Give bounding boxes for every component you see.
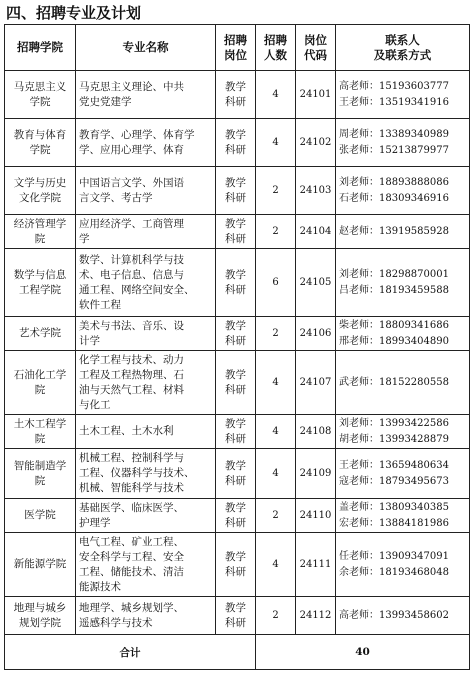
cell-line: 人数	[264, 47, 287, 62]
cell-line: 马克思主义	[13, 80, 67, 93]
cell-line: 油与天然气工程、材料	[79, 383, 184, 396]
cell-line: 余老师：18193468048	[339, 566, 449, 578]
cell-line: 工程、仪器科学与技术、	[79, 467, 195, 479]
count-cell: 2	[256, 499, 296, 533]
college-cell	[5, 249, 76, 317]
header-code	[296, 25, 336, 71]
cell-line: 教育学、心理学、体育学	[79, 128, 195, 141]
cell-line: 机械工程、控制科学与	[79, 452, 184, 464]
table-row	[5, 415, 470, 449]
cell-line: 教学	[225, 217, 246, 230]
table-row	[5, 351, 470, 415]
cell-line: 地理学、城乡规划学、	[79, 601, 184, 614]
college-cell	[5, 215, 76, 249]
table-row	[5, 71, 470, 119]
position-cell	[216, 533, 256, 597]
contact-cell	[336, 415, 470, 449]
count-cell: 2	[256, 317, 296, 351]
cell-line: 任老师：13909347091	[339, 550, 449, 562]
cell-line: 科研	[225, 616, 246, 629]
cell-line: 应用经济学、工商管理	[79, 217, 184, 230]
cell-line: 石老师：18309346916	[339, 192, 449, 204]
header-college	[5, 25, 76, 71]
header-contact	[336, 25, 470, 71]
total-row	[5, 635, 470, 670]
contact-cell	[336, 597, 470, 635]
college-cell	[5, 499, 76, 533]
total-value: 40	[256, 635, 470, 670]
contact-cell	[336, 351, 470, 415]
position-cell	[216, 119, 256, 167]
cell-line: 王老师：13519341916	[339, 96, 449, 108]
cell-line: 科研	[225, 516, 246, 529]
table-row	[5, 119, 470, 167]
cell-line: 言文学、考古学	[79, 191, 153, 204]
position-cell	[216, 215, 256, 249]
cell-line: 教学	[225, 268, 246, 281]
cell-line: 院	[34, 232, 46, 245]
position-cell	[216, 167, 256, 215]
cell-line: 武老师：18152280558	[339, 376, 449, 388]
cell-line: 术、电子信息、信息与	[79, 268, 184, 281]
cell-line: 教学	[225, 417, 246, 430]
count-cell: 2	[256, 597, 296, 635]
cell-line: 岗位	[224, 47, 247, 62]
cell-line: 化学工程与技术、动力	[79, 353, 184, 366]
cell-line: 刘老师：18893888086	[339, 176, 449, 188]
cell-line: 软件工程	[79, 298, 121, 311]
cell-line: 学、应用心理学、体育	[79, 143, 184, 156]
count-cell: 2	[256, 167, 296, 215]
cell-line: 教学	[225, 459, 246, 472]
cell-line: 美术与书法、音乐、设	[79, 319, 184, 332]
header-position	[216, 25, 256, 71]
major-cell	[76, 499, 216, 533]
cell-line: 石油化工学	[13, 368, 67, 381]
cell-line: 教学	[225, 601, 246, 614]
cell-line: 工程及工程热物理、石	[79, 368, 184, 381]
cell-line: 院	[34, 474, 46, 487]
cell-line: 宏老师：13884181986	[339, 517, 449, 529]
cell-line: 科研	[225, 565, 246, 578]
code-cell: 24108	[296, 415, 336, 449]
cell-line: 计学	[79, 334, 100, 347]
table-row	[5, 597, 470, 635]
cell-line: 王老师：13659480634	[339, 459, 449, 471]
cell-line: 代码	[304, 47, 327, 62]
table-row	[5, 317, 470, 351]
college-cell	[5, 533, 76, 597]
cell-line: 医学院	[24, 509, 56, 521]
position-cell	[216, 499, 256, 533]
cell-line: 护理学	[79, 516, 111, 529]
cell-line: 学院	[29, 143, 51, 156]
cell-line: 科研	[225, 95, 246, 108]
recruitment-table	[4, 24, 470, 670]
cell-line: 安全科学与工程、安全	[79, 550, 184, 563]
cell-line: 数学与信息	[13, 268, 67, 281]
major-cell	[76, 119, 216, 167]
cell-line: 吕老师：18193459588	[339, 284, 449, 296]
cell-line: 科研	[225, 232, 246, 245]
cell-line: 能源技术	[79, 580, 121, 593]
table-row	[5, 215, 470, 249]
major-cell	[76, 351, 216, 415]
cell-line: 文学与历史	[13, 176, 67, 189]
code-cell: 24105	[296, 249, 336, 317]
code-cell: 24101	[296, 71, 336, 119]
count-cell: 4	[256, 351, 296, 415]
code-cell: 24110	[296, 499, 336, 533]
code-cell: 24109	[296, 449, 336, 499]
cell-line: 周老师：13389340989	[339, 128, 449, 140]
cell-line: 及联系方式	[373, 47, 432, 62]
cell-line: 机械、智能科学与技术	[79, 482, 184, 494]
cell-line: 赵老师：13919585928	[339, 225, 449, 237]
cell-line: 教学	[225, 176, 246, 189]
contact-cell	[336, 71, 470, 119]
cell-line: 联系人	[385, 32, 420, 47]
cell-line: 胡老师：13993428879	[339, 433, 449, 445]
major-cell	[76, 597, 216, 635]
cell-line: 马克思主义理论、中共	[79, 80, 184, 93]
cell-line: 经济管理学	[13, 217, 67, 230]
cell-line: 党史党建学	[79, 95, 132, 108]
count-cell: 4	[256, 71, 296, 119]
cell-line: 高老师：15193603777	[339, 80, 449, 92]
cell-line: 电气工程、矿业工程、	[79, 535, 184, 548]
cell-line: 科研	[225, 334, 246, 347]
college-cell	[5, 317, 76, 351]
cell-line: 教学	[225, 550, 246, 563]
cell-line: 地理与城乡	[13, 601, 67, 614]
cell-line: 科研	[225, 143, 246, 156]
cell-line: 科研	[225, 283, 246, 296]
position-cell	[216, 597, 256, 635]
contact-cell	[336, 499, 470, 533]
cell-line: 通工程、网络空间安全、	[79, 283, 195, 296]
cell-line: 专业名称	[122, 40, 169, 54]
cell-line: 柴老师：18809341686	[339, 319, 449, 331]
major-cell	[76, 167, 216, 215]
cell-line: 规划学院	[19, 616, 61, 629]
cell-line: 教学	[225, 501, 246, 514]
cell-line: 遥感科学与技术	[79, 616, 153, 629]
cell-line: 土木工程学	[13, 417, 67, 430]
cell-line: 刘老师：13993422586	[339, 417, 449, 429]
cell-line: 土木工程、土木水利	[79, 425, 174, 437]
contact-cell	[336, 119, 470, 167]
contact-cell	[336, 249, 470, 317]
major-cell	[76, 249, 216, 317]
college-cell	[5, 415, 76, 449]
cell-line: 新能源学院	[13, 558, 67, 570]
cell-line: 科研	[225, 191, 246, 204]
cell-line: 刘老师：18298870001	[339, 268, 449, 280]
position-cell	[216, 249, 256, 317]
header-count	[256, 25, 296, 71]
cell-line: 院	[34, 432, 46, 445]
cell-line: 中国语言文学、外国语	[79, 176, 184, 189]
college-cell	[5, 167, 76, 215]
count-cell: 4	[256, 449, 296, 499]
count-cell: 4	[256, 415, 296, 449]
code-cell: 24102	[296, 119, 336, 167]
contact-cell	[336, 317, 470, 351]
table-row	[5, 533, 470, 597]
cell-line: 艺术学院	[19, 327, 61, 339]
position-cell	[216, 449, 256, 499]
count-cell: 4	[256, 119, 296, 167]
cell-line: 教学	[225, 128, 246, 141]
count-cell: 4	[256, 533, 296, 597]
college-cell	[5, 597, 76, 635]
table-row	[5, 499, 470, 533]
header-major	[76, 25, 216, 71]
major-cell	[76, 71, 216, 119]
college-cell	[5, 119, 76, 167]
cell-line: 邢老师：18993404890	[339, 335, 449, 347]
cell-line: 教学	[225, 368, 246, 381]
cell-line: 科研	[225, 383, 246, 396]
major-cell	[76, 449, 216, 499]
cell-line: 教学	[225, 319, 246, 332]
code-cell: 24107	[296, 351, 336, 415]
cell-line: 盖老师：13809340385	[339, 501, 449, 513]
cell-line: 教学	[225, 80, 246, 93]
cell-line: 工程、储能技术、清洁	[79, 565, 184, 578]
cell-line: 招聘	[264, 32, 287, 47]
cell-line: 科研	[225, 474, 246, 487]
cell-line: 寇老师：18793495673	[339, 475, 449, 487]
cell-line: 招聘	[224, 32, 247, 47]
code-cell: 24104	[296, 215, 336, 249]
code-cell: 24106	[296, 317, 336, 351]
contact-cell	[336, 533, 470, 597]
major-cell	[76, 415, 216, 449]
cell-line: 工程学院	[19, 283, 61, 296]
code-cell: 24112	[296, 597, 336, 635]
position-cell	[216, 351, 256, 415]
major-cell	[76, 317, 216, 351]
cell-line: 教育与体育	[13, 128, 67, 141]
contact-cell	[336, 449, 470, 499]
college-cell	[5, 71, 76, 119]
count-cell: 2	[256, 215, 296, 249]
section-title: 四、招聘专业及计划	[6, 4, 142, 22]
position-cell	[216, 415, 256, 449]
cell-line: 与化工	[79, 398, 111, 411]
count-cell: 6	[256, 249, 296, 317]
cell-line: 学	[79, 232, 90, 245]
code-cell: 24103	[296, 167, 336, 215]
code-cell: 24111	[296, 533, 336, 597]
cell-line: 数学、计算机科学与技	[79, 253, 184, 266]
total-label: 合计	[5, 635, 256, 670]
table-row	[5, 449, 470, 499]
cell-line: 智能制造学	[13, 459, 67, 472]
major-cell	[76, 215, 216, 249]
cell-line: 科研	[225, 432, 246, 445]
cell-line: 基础医学、临床医学、	[79, 501, 184, 514]
cell-line: 岗位	[304, 32, 327, 47]
contact-cell	[336, 167, 470, 215]
position-cell	[216, 71, 256, 119]
cell-line: 高老师：13993458602	[339, 609, 449, 621]
college-cell	[5, 351, 76, 415]
cell-line: 文化学院	[19, 191, 61, 204]
cell-line: 院	[34, 383, 46, 396]
cell-line: 招聘学院	[17, 40, 63, 54]
position-cell	[216, 317, 256, 351]
header-row	[5, 25, 470, 71]
cell-line: 学院	[29, 95, 51, 108]
table-row	[5, 249, 470, 317]
table-row	[5, 167, 470, 215]
contact-cell	[336, 215, 470, 249]
major-cell	[76, 533, 216, 597]
college-cell	[5, 449, 76, 499]
cell-line: 张老师：15213879977	[339, 144, 449, 156]
